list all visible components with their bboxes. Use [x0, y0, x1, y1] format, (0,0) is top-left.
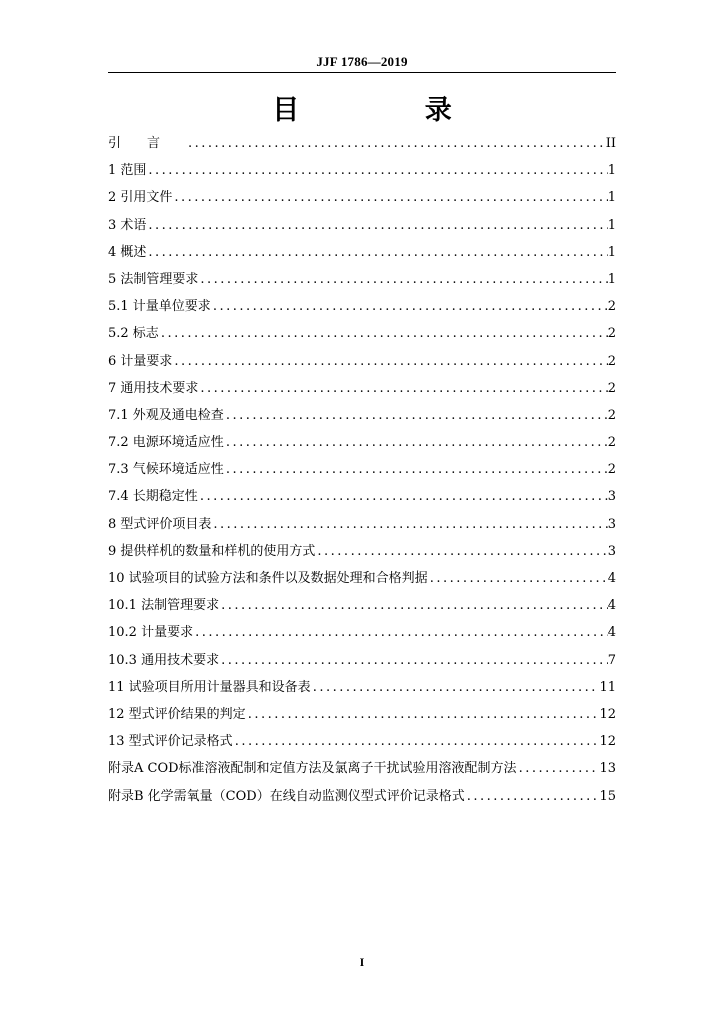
toc-entry-page: 1 — [607, 244, 616, 260]
toc-entry-label: 7 通用技术要求 — [108, 380, 199, 396]
toc-entry-label: 3 术语 — [108, 217, 147, 233]
toc-entry-label: 10 试验项目的试验方法和条件以及数据处理和合格判据 — [108, 571, 428, 586]
toc-entry-page: 15 — [599, 788, 616, 804]
dot-leader — [211, 511, 607, 538]
toc-entry-label: 附录A COD标准溶液配制和定值方法及氯离子干扰试验用溶液配制方法 — [108, 761, 517, 777]
dot-leader — [224, 402, 608, 429]
toc-entry[interactable] — [108, 239, 616, 266]
toc-entry[interactable] — [108, 674, 616, 701]
dot-leader — [211, 293, 608, 320]
toc-entry-label: 5.1 计量单位要求 — [108, 299, 211, 315]
toc-entry-label: 4 概述 — [108, 244, 147, 260]
dot-leader — [198, 483, 608, 510]
toc-entry-label: 7.4 长期稳定性 — [108, 489, 198, 505]
toc-entry-page: 3 — [607, 489, 616, 505]
header-standard-code: JJF 1786—2019 — [316, 54, 408, 69]
toc-entry-page: II — [605, 136, 616, 151]
toc-entry-page: 1 — [607, 217, 616, 233]
dot-leader — [146, 239, 607, 266]
dot-leader — [246, 701, 600, 728]
toc-entry-page: 3 — [607, 543, 616, 559]
toc-entry[interactable] — [108, 538, 616, 565]
toc-entry-page: 12 — [599, 706, 616, 722]
dot-leader — [219, 647, 608, 674]
toc-entry-page: 2 — [607, 380, 616, 396]
toc-entry-page: 1 — [607, 190, 616, 206]
toc-entry-label: 11 试验项目所用计量器具和设备表 — [108, 679, 311, 695]
toc-entry[interactable] — [108, 429, 616, 456]
toc-entry[interactable] — [108, 293, 616, 320]
toc-entry[interactable] — [108, 701, 616, 728]
toc-entry-page: 2 — [607, 353, 616, 369]
toc-entry-label: 引言 — [108, 136, 187, 151]
toc-entry-page: 1 — [607, 271, 616, 287]
dot-leader — [428, 565, 608, 592]
toc-entry[interactable] — [108, 266, 616, 293]
dot-leader — [517, 755, 600, 782]
toc-entry-page: 2 — [607, 326, 616, 342]
dot-leader — [224, 429, 608, 456]
toc-entry[interactable] — [108, 402, 616, 429]
toc-entry-label: 5.2 标志 — [108, 326, 159, 342]
toc-entry-page: 4 — [607, 625, 616, 641]
toc-entry-label: 5 法制管理要求 — [108, 271, 199, 287]
toc-entry-page: 11 — [599, 679, 616, 695]
toc-entry-label: 1 范围 — [108, 163, 147, 179]
toc-entry[interactable] — [108, 348, 616, 375]
toc-entry[interactable] — [108, 783, 616, 810]
dot-leader — [186, 130, 606, 157]
dot-leader — [315, 538, 607, 565]
dot-leader — [233, 728, 600, 755]
toc-entry[interactable] — [108, 483, 616, 510]
toc-entry-label: 10.3 通用技术要求 — [108, 652, 220, 668]
table-of-contents — [108, 130, 616, 810]
dot-leader — [146, 212, 607, 239]
toc-entry[interactable] — [108, 320, 616, 347]
toc-entry-page: 1 — [607, 163, 616, 179]
dot-leader — [159, 320, 608, 347]
dot-leader — [198, 375, 607, 402]
toc-entry[interactable] — [108, 592, 616, 619]
toc-entry[interactable] — [108, 755, 616, 782]
toc-entry[interactable] — [108, 647, 616, 674]
dot-leader — [172, 348, 607, 375]
dot-leader — [198, 266, 607, 293]
dot-leader — [465, 783, 600, 810]
toc-entry[interactable] — [108, 212, 616, 239]
toc-entry-page: 7 — [607, 652, 616, 668]
toc-entry-page: 12 — [599, 734, 616, 750]
dot-leader — [311, 674, 600, 701]
toc-entry[interactable] — [108, 728, 616, 755]
toc-entry-page: 4 — [607, 598, 616, 614]
toc-entry-label: 10.2 计量要求 — [108, 625, 194, 641]
toc-entry-page: 2 — [607, 462, 616, 478]
dot-leader — [172, 184, 607, 211]
footer-page-number: I — [359, 955, 365, 969]
toc-entry-label: 2 引用文件 — [108, 190, 173, 206]
dot-leader — [146, 157, 607, 184]
toc-entry-label: 8 型式评价项目表 — [108, 516, 212, 532]
toc-entry-page: 2 — [607, 299, 616, 315]
toc-entry[interactable] — [108, 565, 616, 592]
toc-entry-label: 6 计量要求 — [108, 353, 173, 369]
toc-entry[interactable] — [108, 184, 616, 211]
toc-entry-label: 7.2 电源环境适应性 — [108, 435, 224, 451]
page-title: 目 录 — [272, 95, 510, 126]
toc-entry-label: 9 提供样机的数量和样机的使用方式 — [108, 543, 316, 559]
toc-entry[interactable] — [108, 511, 616, 538]
toc-entry-page: 13 — [599, 761, 616, 777]
toc-entry[interactable] — [108, 456, 616, 483]
dot-leader — [219, 592, 608, 619]
dot-leader — [193, 619, 608, 646]
toc-entry[interactable] — [108, 157, 616, 184]
toc-entry[interactable] — [108, 130, 616, 157]
dot-leader — [224, 456, 608, 483]
toc-entry-label: 7.3 气候环境适应性 — [108, 462, 224, 478]
header-divider — [108, 72, 616, 73]
toc-entry[interactable] — [108, 619, 616, 646]
toc-entry-label: 12 型式评价结果的判定 — [108, 706, 246, 722]
toc-entry[interactable] — [108, 375, 616, 402]
toc-entry-label: 13 型式评价记录格式 — [108, 734, 233, 750]
toc-entry-page: 2 — [607, 407, 616, 423]
toc-entry-label: 附录B 化学需氧量（COD）在线自动监测仪型式评价记录格式 — [108, 788, 465, 804]
toc-entry-label: 7.1 外观及通电检查 — [108, 407, 224, 423]
toc-entry-page: 4 — [607, 571, 616, 586]
toc-entry-page: 2 — [607, 435, 616, 451]
toc-entry-page: 3 — [607, 516, 616, 532]
toc-entry-label: 10.1 法制管理要求 — [108, 598, 220, 614]
